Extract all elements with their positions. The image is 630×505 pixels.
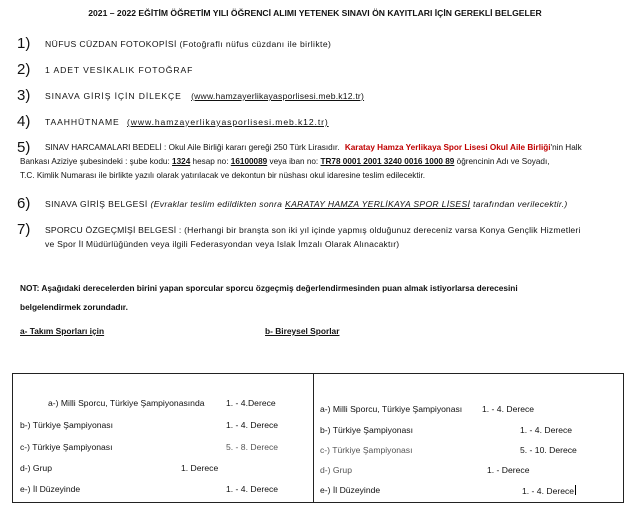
commitment-link[interactable]: (www.hamzayerlikayasporlisesi.meb.k12.tr) <box>126 117 329 127</box>
item-3-text: SINAVA GİRİŞ İÇİN DİLEKÇE <box>45 91 182 101</box>
individual-row-e-degree: 1. - 4. Derece <box>522 486 575 496</box>
team-row-e-degree: 1. - 4. Derece <box>226 484 279 494</box>
document-title: 2021 – 2022 EĞİTİM ÖĞRETİM YILI ÖĞRENCİ ALIMI YETENEK SINAVI ÖN KAYITLARI İÇİN GEREKLİ BELGELER <box>88 8 542 18</box>
item-6-number: 6) <box>17 195 31 212</box>
fee-text: SINAV HARCAMALARI BEDELİ : Okul Aile Birliği kararı gereği 250 Türk Lirasıdır. <box>45 143 340 152</box>
item-7-number: 7) <box>17 221 31 238</box>
item-4-text: TAAHHÜTNAME <box>45 117 120 127</box>
item-5-line-2 <box>20 157 550 166</box>
account-number: 16100089 <box>230 157 268 166</box>
item-6-text: SINAVA GİRİŞ BELGESİ <box>45 199 148 209</box>
item-6-note-tail: tarafından verilecektir.) <box>472 199 568 209</box>
school-name: KARATAY HAMZA YERLİKAYA SPOR LİSESİ <box>285 199 471 209</box>
item-6-note: (Evraklar teslim edildikten sonra <box>150 199 283 209</box>
parent-association-name: Karatay Hamza Yerlikaya Spor Lisesi Okul Aile Birliği <box>344 143 551 152</box>
team-row-d-label: d-) Grup <box>20 463 52 473</box>
individual-row-e-degree-wrap <box>522 485 576 496</box>
iban-label: veya iban no: <box>269 157 319 166</box>
item-2-number: 2) <box>17 61 31 78</box>
petition-link[interactable]: (www.hamzayerlikayasporlisesi.meb.k12.tr) <box>191 91 365 101</box>
student-name-label: öğrencinin Adı ve Soyadı, <box>456 157 550 166</box>
note-line-2: belgelendirmek zorundadır. <box>20 302 128 312</box>
iban-number: TR78 0001 2001 3240 0016 1000 89 <box>320 157 455 166</box>
branch-code: 1324 <box>172 157 191 166</box>
item-1-text: NÜFUS CÜZDAN FOTOKOPİSİ (Fotoğraflı nüfus cüzdanı ile birlikte) <box>45 39 332 49</box>
degrees-table <box>12 373 624 503</box>
individual-row-a-label: a-) Milli Sporcu, Türkiye Şampiyonası <box>320 404 463 414</box>
individual-row-b-label: b-) Türkiye Şampiyonası <box>320 425 413 435</box>
note-line-1: NOT: Aşağıdaki derecelerden birini yapan sporcular sporcu özgeçmiş değerlendirmesinden puan almak istiyorlarsa derecesini <box>20 283 518 293</box>
item-4-number: 4) <box>17 113 31 130</box>
item-1-number: 1) <box>17 35 31 52</box>
branch-label: Bankası Aziziye şubesindeki : şube kodu: <box>20 157 170 166</box>
individual-row-e-label: e-) İl Düzeyinde <box>320 485 381 495</box>
item-2-text: 1 ADET VESİKALIK FOTOĞRAF <box>45 65 194 75</box>
team-row-b-degree: 1. - 4. Derece <box>226 420 279 430</box>
team-row-c-degree: 5. - 8. Derece <box>226 442 279 452</box>
team-row-e-label: e-) İl Düzeyinde <box>20 484 81 494</box>
individual-row-c-label: c-) Türkiye Şampiyonası <box>320 445 413 455</box>
table-divider <box>313 373 314 503</box>
account-label: hesap no: <box>192 157 229 166</box>
individual-row-d-label: d-) Grup <box>320 465 352 475</box>
individual-sports-header: b- Bireysel Sporlar <box>265 326 340 336</box>
item-5-line-1 <box>45 143 582 152</box>
individual-row-b-degree: 1. - 4. Derece <box>520 425 573 435</box>
team-row-c-label: c-) Türkiye Şampiyonası <box>20 442 113 452</box>
item-7-line-1: SPORCU ÖZGEÇMİŞİ BELGESİ : (Herhangi bir branşta son iki yıl içinde yapmış olduğunuz dereceniz varsa Konya Gençlik Hizmetleri <box>45 225 581 235</box>
item-7-line-2: ve Spor İl Müdürlüğünden veya ilgili Federasyondan veya Islak İmzalı Olarak Alınacaktır) <box>45 239 400 249</box>
individual-row-a-degree: 1. - 4. Derece <box>482 404 535 414</box>
team-row-d-degree: 1. Derece <box>181 463 219 473</box>
item-5-line-3: T.C. Kimlik Numarası ile birlikte yazılı olarak yatırılacak ve dekontun bir nüshası okul idaresine teslim edilecektir. <box>20 171 425 180</box>
individual-row-c-degree: 5. - 10. Derece <box>520 445 577 455</box>
team-row-a-label: a-) Milli Sporcu, Türkiye Şampiyonasında <box>48 398 205 408</box>
text-cursor <box>575 485 576 495</box>
team-row-b-label: b-) Türkiye Şampiyonası <box>20 420 113 430</box>
team-sports-header: a- Takım Sporları için <box>20 326 105 336</box>
fee-text-tail: 'nin Halk <box>550 143 582 152</box>
team-row-a-degree: 1. - 4.Derece <box>226 398 276 408</box>
individual-row-d-degree: 1. - Derece <box>487 465 530 475</box>
item-5-number: 5) <box>17 139 31 156</box>
item-3-number: 3) <box>17 87 31 104</box>
